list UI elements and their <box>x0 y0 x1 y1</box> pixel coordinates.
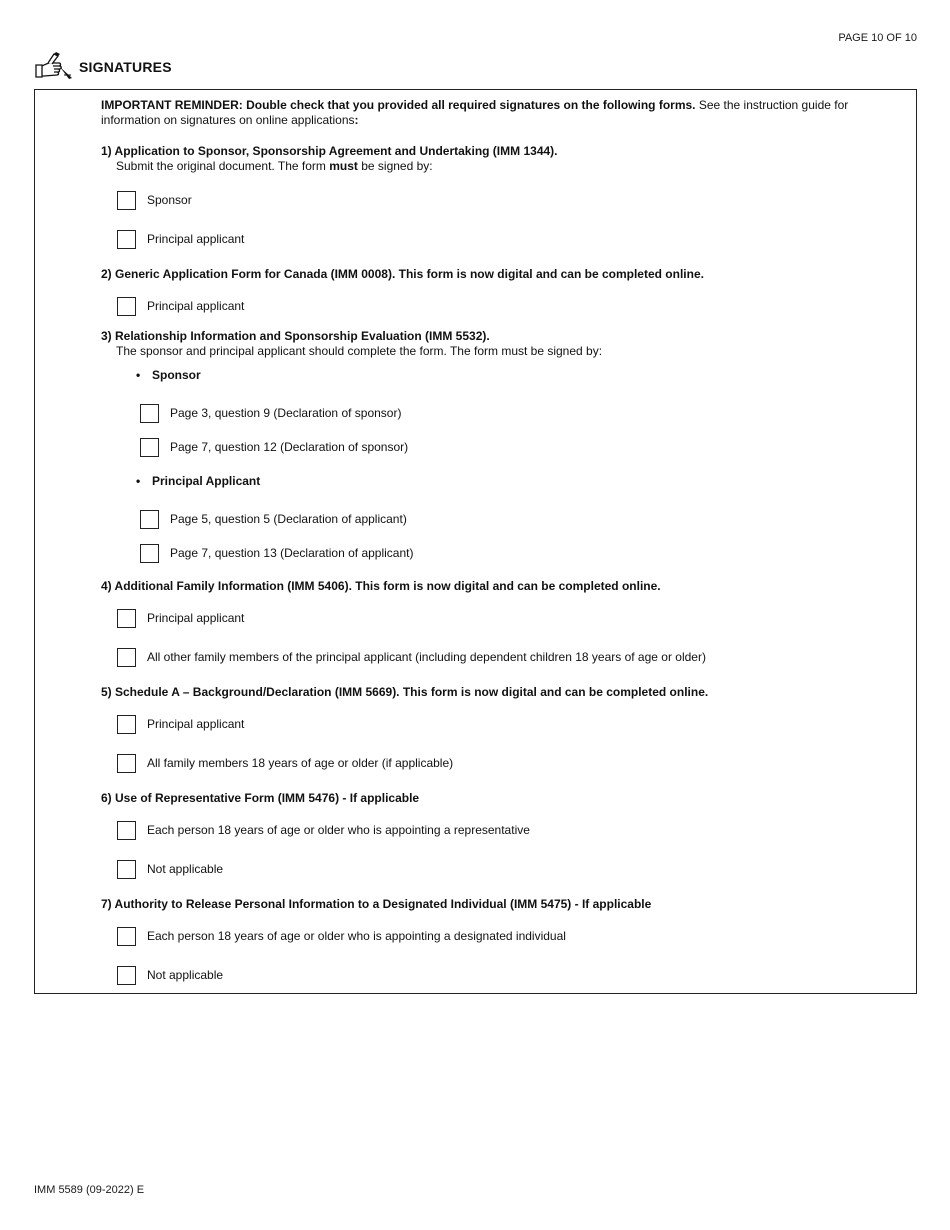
section-1-instruction-post: be signed by: <box>357 159 433 173</box>
section-5-heading: 5) Schedule A – Background/Declaration (IMM 5669). This form is now digital and can be completed online. <box>101 685 709 699</box>
pen-signing-hand-icon <box>34 51 74 83</box>
section-4-heading: 4) Additional Family Information (IMM 5406). This form is now digital and can be completed online. <box>101 579 661 593</box>
section-1-instruction-bold: must <box>329 159 358 173</box>
checklist-item[interactable] <box>140 542 414 564</box>
section-1-heading: 1) Application to Sponsor, Sponsorship Agreement and Undertaking (IMM 1344). <box>101 144 558 158</box>
page-number: PAGE 10 OF 10 <box>838 32 917 44</box>
reminder-text: See the instruction guide for information on signatures on online applications <box>101 98 849 127</box>
checkbox-label: All family members 18 years of age or older (if applicable) <box>147 756 454 770</box>
checkbox-label: Page 7, question 13 (Declaration of applicant) <box>170 546 414 560</box>
form-code: IMM 5589 (09-2022) E <box>34 1184 145 1196</box>
checkbox-label: Each person 18 years of age or older who is appointing a representative <box>147 823 530 837</box>
sponsor-page3-checkbox[interactable] <box>140 404 159 423</box>
not-applicable-checkbox[interactable] <box>117 860 136 879</box>
checklist-item[interactable] <box>117 607 244 629</box>
reminder-colon: : <box>354 113 359 127</box>
section-6-heading: 6) Use of Representative Form (IMM 5476) - If applicable <box>101 791 420 805</box>
principal-applicant-checkbox[interactable] <box>117 230 136 249</box>
checkbox-label: Principal applicant <box>147 611 245 625</box>
checkbox-label: Sponsor <box>147 193 192 207</box>
signatures-checklist <box>34 89 917 994</box>
section-header <box>34 50 172 84</box>
bullet-principal-applicant: • Principal Applicant <box>136 474 260 489</box>
checkbox-label: Principal applicant <box>147 232 245 246</box>
checklist-item[interactable] <box>117 295 244 317</box>
section-7-heading: 7) Authority to Release Personal Information to a Designated Individual (IMM 5475) - If applicable <box>101 897 652 911</box>
checkbox-label: Principal applicant <box>147 299 245 313</box>
section-3-heading: 3) Relationship Information and Sponsorship Evaluation (IMM 5532). <box>101 329 490 343</box>
other-family-members-checkbox[interactable] <box>117 648 136 667</box>
checkbox-label: Principal applicant <box>147 717 245 731</box>
sponsor-checkbox[interactable] <box>117 191 136 210</box>
checklist-item[interactable] <box>117 752 453 774</box>
important-reminder <box>101 98 901 128</box>
checklist-item[interactable] <box>117 858 223 880</box>
reminder-bold-text: IMPORTANT REMINDER: Double check that you provided all required signatures on the following forms. <box>101 98 696 112</box>
appointing-designated-individual-checkbox[interactable] <box>117 927 136 946</box>
checklist-item[interactable] <box>117 819 530 841</box>
page-title: SIGNATURES <box>79 59 172 75</box>
section-1-instruction <box>116 159 433 174</box>
principal-applicant-checkbox[interactable] <box>117 715 136 734</box>
checkbox-label: Page 7, question 12 (Declaration of sponsor) <box>170 440 409 454</box>
checklist-item[interactable] <box>117 228 244 250</box>
applicant-page7-checkbox[interactable] <box>140 544 159 563</box>
checkbox-label: Not applicable <box>147 968 224 982</box>
checkbox-label: Not applicable <box>147 862 224 876</box>
checklist-item[interactable] <box>117 964 223 986</box>
checklist-item[interactable] <box>117 925 566 947</box>
section-2-heading: 2) Generic Application Form for Canada (IMM 0008). This form is now digital and can be completed online. <box>101 267 704 281</box>
checklist-item[interactable] <box>117 189 192 211</box>
checkbox-label: Page 5, question 5 (Declaration of applicant) <box>170 512 407 526</box>
appointing-representative-checkbox[interactable] <box>117 821 136 840</box>
bullet-sponsor: • Sponsor <box>136 368 201 383</box>
checklist-item[interactable] <box>140 402 401 424</box>
checkbox-label: Page 3, question 9 (Declaration of sponsor) <box>170 406 402 420</box>
not-applicable-checkbox[interactable] <box>117 966 136 985</box>
checkbox-label: All other family members of the principal applicant (including dependent children 18 years of age or older) <box>147 650 706 664</box>
checklist-item[interactable] <box>117 713 244 735</box>
principal-applicant-checkbox[interactable] <box>117 297 136 316</box>
all-family-members-checkbox[interactable] <box>117 754 136 773</box>
applicant-page5-checkbox[interactable] <box>140 510 159 529</box>
checklist-item[interactable] <box>140 436 408 458</box>
checklist-item[interactable] <box>140 508 407 530</box>
sponsor-page7-checkbox[interactable] <box>140 438 159 457</box>
checklist-item[interactable] <box>117 646 706 668</box>
section-1-instruction-pre: Submit the original document. The form <box>116 159 330 173</box>
section-3-instruction: The sponsor and principal applicant should complete the form. The form must be signed by: <box>116 344 603 358</box>
principal-applicant-checkbox[interactable] <box>117 609 136 628</box>
checkbox-label: Each person 18 years of age or older who is appointing a designated individual <box>147 929 566 943</box>
